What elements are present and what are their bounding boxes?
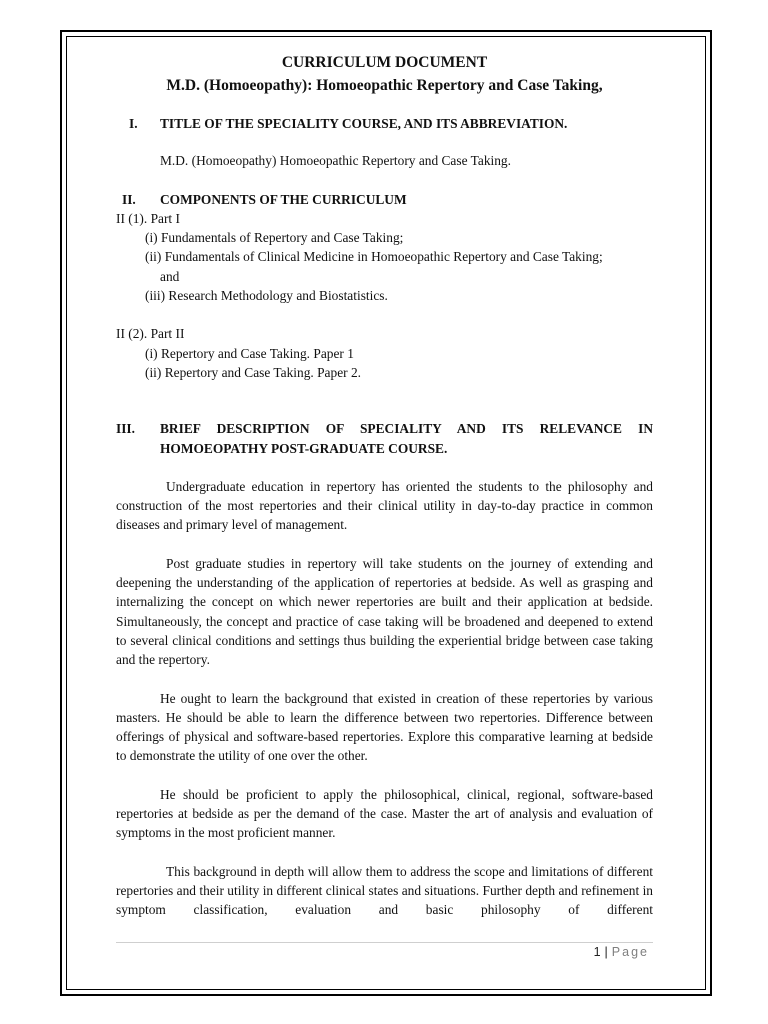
page-label: Page [611,945,649,959]
part-2-item: (ii) Repertory and Case Taking. Paper 2. [145,364,361,380]
page-separator: | [604,945,608,959]
part-1-item: (i) Fundamentals of Repertory and Case Taking; [145,230,404,246]
section-3-paragraph: He should be proficient to apply the philosophical, clinical, regional, software-based repertories at bedside as per the demand of the case. Master the art of analysis and evaluation of symptoms in the most proficient manner. [116,786,653,841]
section-3-paragraph: He ought to learn the background that existed in creation of these repertories by various masters. He should be able to learn the difference between two repertories. Difference between offerings of physical and software-based repertories. Explore this comparative learning at bedside to demonstrate the utility of one over the other. [116,690,653,764]
section-2-heading [116,190,653,209]
footer-divider [116,942,653,943]
document-subtitle: M.D. (Homoeopathy): Homoeopathic Repertory and Case Taking, [166,77,603,94]
part-2-item: (i) Repertory and Case Taking. Paper 1 [145,345,354,361]
section-3-paragraph: This background in depth will allow them to address the scope and limitations of different repertories and their utility in different clinical states and situations. Further depth and refinement in symptom classification, evaluation and basic philosophy of different [116,863,653,918]
page-number: 1 [593,945,601,959]
section-3-paragraph: Post graduate studies in repertory will take students on the journey of extending and deepening the understanding of the application of repertories at bedside. As well as grasping and internalizing the concept on which newer repertories are built and their application at bedside. Simultaneously, the concept and practice of case taking will be broadened and deepened to extend to several clinical conditions and settings thus building the experiential bridge between case taking and the repertory. [116,555,653,668]
part-2-label: II (2). Part II [116,326,185,342]
section-3-title-line-2: HOMOEOPATHY POST-GRADUATE COURSE. [160,440,448,456]
section-1-title: TITLE OF THE SPECIALITY COURSE, AND ITS ABBREVIATION. [160,116,568,131]
section-3-title-line-1: BRIEF DESCRIPTION OF SPECIALITY AND ITS RELEVANCE IN [160,421,653,437]
section-1-number: I. [129,116,138,131]
page-footer [594,945,649,959]
section-2-number: II. [122,191,136,207]
section-3-heading [116,419,653,438]
document-body [116,52,653,920]
section-3-number: III. [116,421,135,437]
document-title: CURRICULUM DOCUMENT [281,54,488,71]
part-1-item: (iii) Research Methodology and Biostatistics. [145,288,388,304]
part-1-item: (ii) Fundamentals of Clinical Medicine in Homoeopathic Repertory and Case Taking; [145,249,603,265]
section-3-paragraph: Undergraduate education in repertory has oriented the students to the philosophy and construction of the most repertories and their clinical utility in day-to-day practice in common diseases and primary level of management. [116,478,653,533]
part-1-item-continuation: and [160,268,180,284]
section-1-body: M.D. (Homoeopathy) Homoeopathic Repertory and Case Taking. [160,153,511,169]
section-3-heading-cont [116,439,653,458]
section-2-title: COMPONENTS OF THE CURRICULUM [160,191,407,207]
part-1-label: II (1). Part I [116,210,180,226]
section-1-heading [116,114,653,133]
